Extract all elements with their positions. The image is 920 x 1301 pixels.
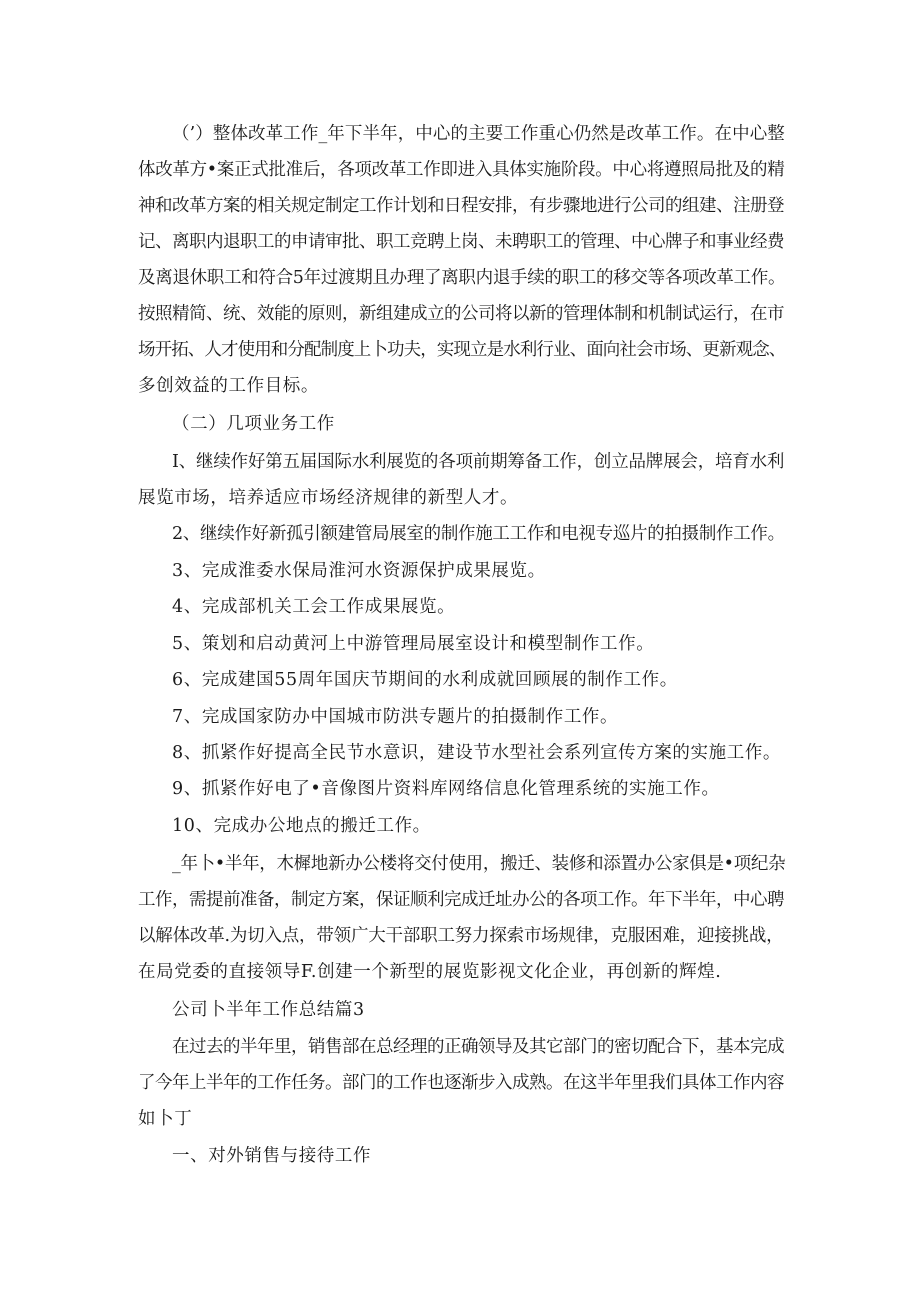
text-line: 多创效益的工作目标。 xyxy=(138,376,319,396)
section-heading: 一、对外销售与接待工作 xyxy=(172,1146,372,1166)
list-item: 2、继续作好新孤引额建管局展室的制作施工工作和电视专巡片的拍摄制作工作。 xyxy=(172,524,785,544)
text-line: 以解体改革.为切入点，带领广大干部职工努力探索市场规律，克服困难，迎接挑战， xyxy=(138,926,784,946)
list-item: I、继续作好第五届国际水利展览的各项前期筹备工作，创立品牌展会，培育水利 xyxy=(172,452,785,472)
text-line: 工作，需提前准备，制定方案，保证顺利完成迁址办公的各项工作。年下半年，中心聘 xyxy=(138,890,784,910)
text-line: 记、离职内退职工的申请审批、职工竞聘上岗、未聘职工的管理、中心牌子和事业经费 xyxy=(138,232,784,252)
section-heading: 公司卜半年工作总结篇3 xyxy=(172,1000,365,1020)
text-line: 了今年上半年的工作任务。部门的工作也逐渐步入成熟。在这半年里我们具体工作内容 xyxy=(138,1073,784,1093)
text-line: 神和改革方案的相关规定制定工作计划和日程安排，有步骤地进行公司的组建、注册登 xyxy=(138,196,784,216)
list-item: 7、完成国家防办中国城市防洪专题片的拍摄制作工作。 xyxy=(172,707,619,727)
list-item: 5、策划和启动黄河上中游管理局展室设计和模型制作工作。 xyxy=(172,634,655,654)
list-item: 9、抓紧作好电了•音像图片资料库网络信息化管理系统的实施工作。 xyxy=(172,779,720,799)
text-line: 在局党委的直接领导F.创建一个新型的展览影视文化企业，再创新的辉煌. xyxy=(138,962,722,982)
list-item: 6、完成建国55周年国庆节期间的水利成就回顾展的制作工作。 xyxy=(172,670,678,690)
list-item: 10、完成办公地点的搬迁工作。 xyxy=(172,816,431,836)
text-line: （’）整体改革工作_年下半年，中心的主要工作重心仍然是改革工作。在中心整 xyxy=(172,124,785,144)
text-line: 场开拓、人才使用和分配制度上卜功夫，实现立是水利行业、面向社会市场、更新观念、 xyxy=(138,340,786,360)
text-line: 展览市场，培养适应市场经济规律的新型人才。 xyxy=(138,488,519,508)
text-line: 如卜丁 xyxy=(138,1109,193,1129)
text-line: 及离退休职工和符合5年过渡期且办理了离职内退手续的职工的移交等各项改革工作。 xyxy=(138,268,786,288)
text-line: 在过去的半年里，销售部在总经理的正确领导及其它部门的密切配合下，基本完成 xyxy=(172,1037,784,1057)
list-item: 3、完成淮委水保局淮河水资源保护成果展览。 xyxy=(172,561,546,581)
list-item: 8、抓紧作好提高全民节水意识，建设节水型社会系列宣传方案的实施工作。 xyxy=(172,743,782,763)
text-line: 体改革方•案正式批准后，各项改革工作即进入具体实施阶段。中心将遵照局批及的精 xyxy=(138,160,785,180)
list-item: 4、完成部机关工会工作成果展览。 xyxy=(172,597,456,617)
section-heading: （二）几项业务工作 xyxy=(172,414,335,434)
text-line: 按照精简、统、效能的原则，新组建成立的公司将以新的管理体制和机制试运行，在市 xyxy=(138,304,784,324)
text-line: _年卜•半年，木樨地新办公楼将交付使用，搬迁、装修和添置办公家俱是•项纪杂 xyxy=(172,854,786,874)
